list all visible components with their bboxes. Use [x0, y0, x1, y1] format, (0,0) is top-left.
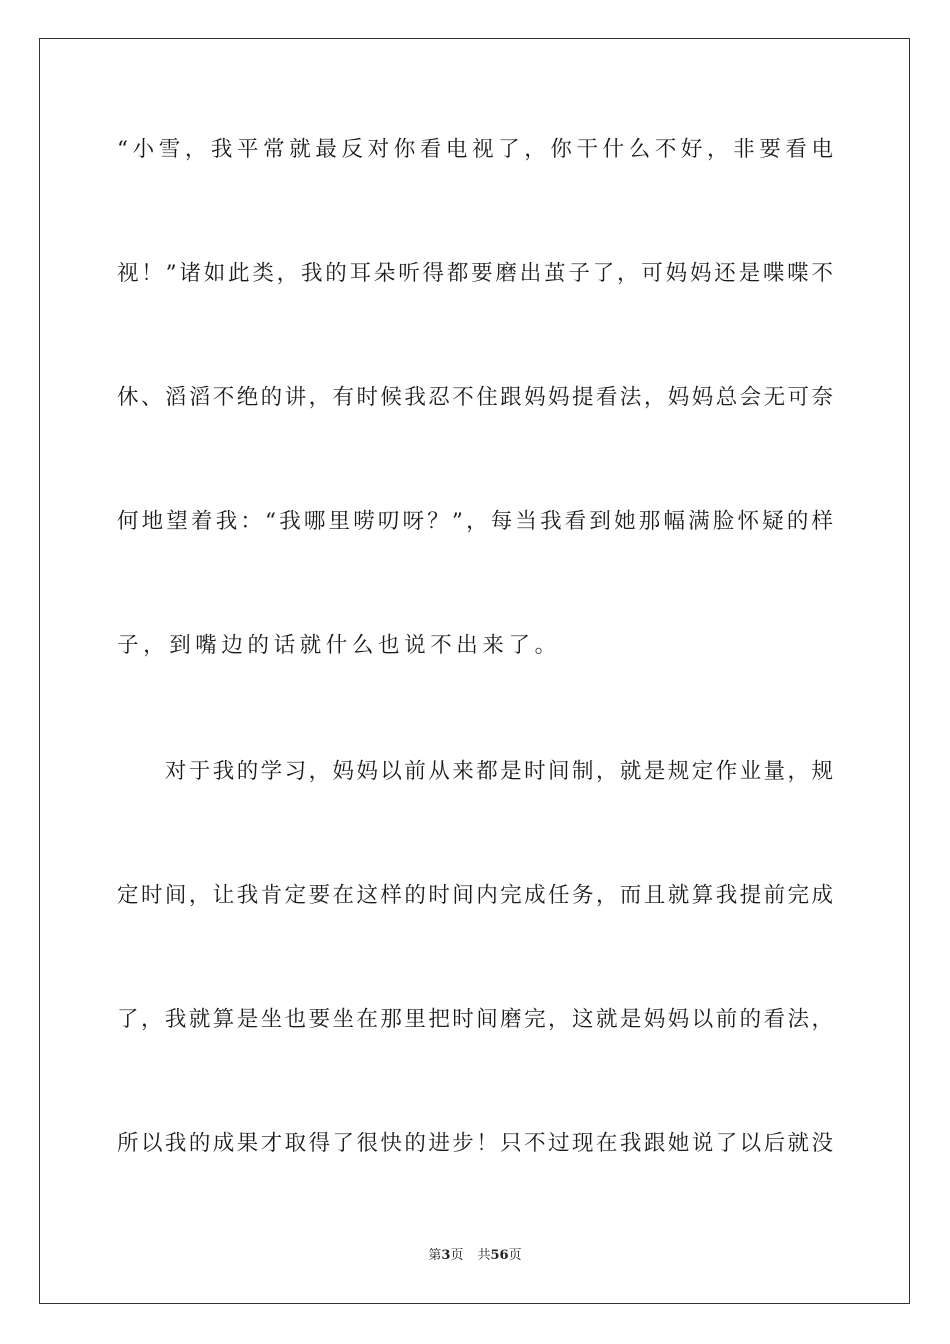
page-footer — [0, 1244, 950, 1268]
paragraph-line: “小雪，我平常就最反对你看电视了，你干什么不好，非要看电 — [117, 137, 833, 162]
total-suffix: 页 — [508, 1248, 522, 1263]
paragraph-line: 休、滔滔不绝的讲，有时候我忍不住跟妈妈提看法，妈妈总会无可奈 — [117, 385, 833, 410]
total-pages: 56 — [490, 1248, 509, 1263]
paragraph-line: 何地望着我：“我哪里唠叨呀？”，每当我看到她那幅满脸怀疑的样 — [117, 509, 833, 534]
page-prefix: 第 — [428, 1248, 442, 1263]
paragraph-line: 了，我就算是坐也要坐在那里把时间磨完，这就是妈妈以前的看法， — [117, 1007, 833, 1032]
paragraph-line: 子，到嘴边的话就什么也说不出来了。 — [117, 633, 561, 658]
paragraph-line: 定时间，让我肯定要在这样的时间内完成任务，而且就算我提前完成 — [117, 883, 833, 908]
page-number: 3 — [441, 1248, 451, 1263]
total-prefix: 共 — [477, 1248, 491, 1263]
paragraph-line: 对于我的学习，妈妈以前从来都是时间制，就是规定作业量，规 — [117, 759, 833, 784]
paragraph-line: 所以我的成果才取得了很快的进步！只不过现在我跟她说了以后就没 — [117, 1131, 833, 1156]
page-border — [39, 38, 910, 1304]
paragraph-line: 视！”诸如此类，我的耳朵听得都要磨出茧子了，可妈妈还是喋喋不 — [117, 261, 833, 286]
page-suffix: 页 — [450, 1248, 464, 1263]
